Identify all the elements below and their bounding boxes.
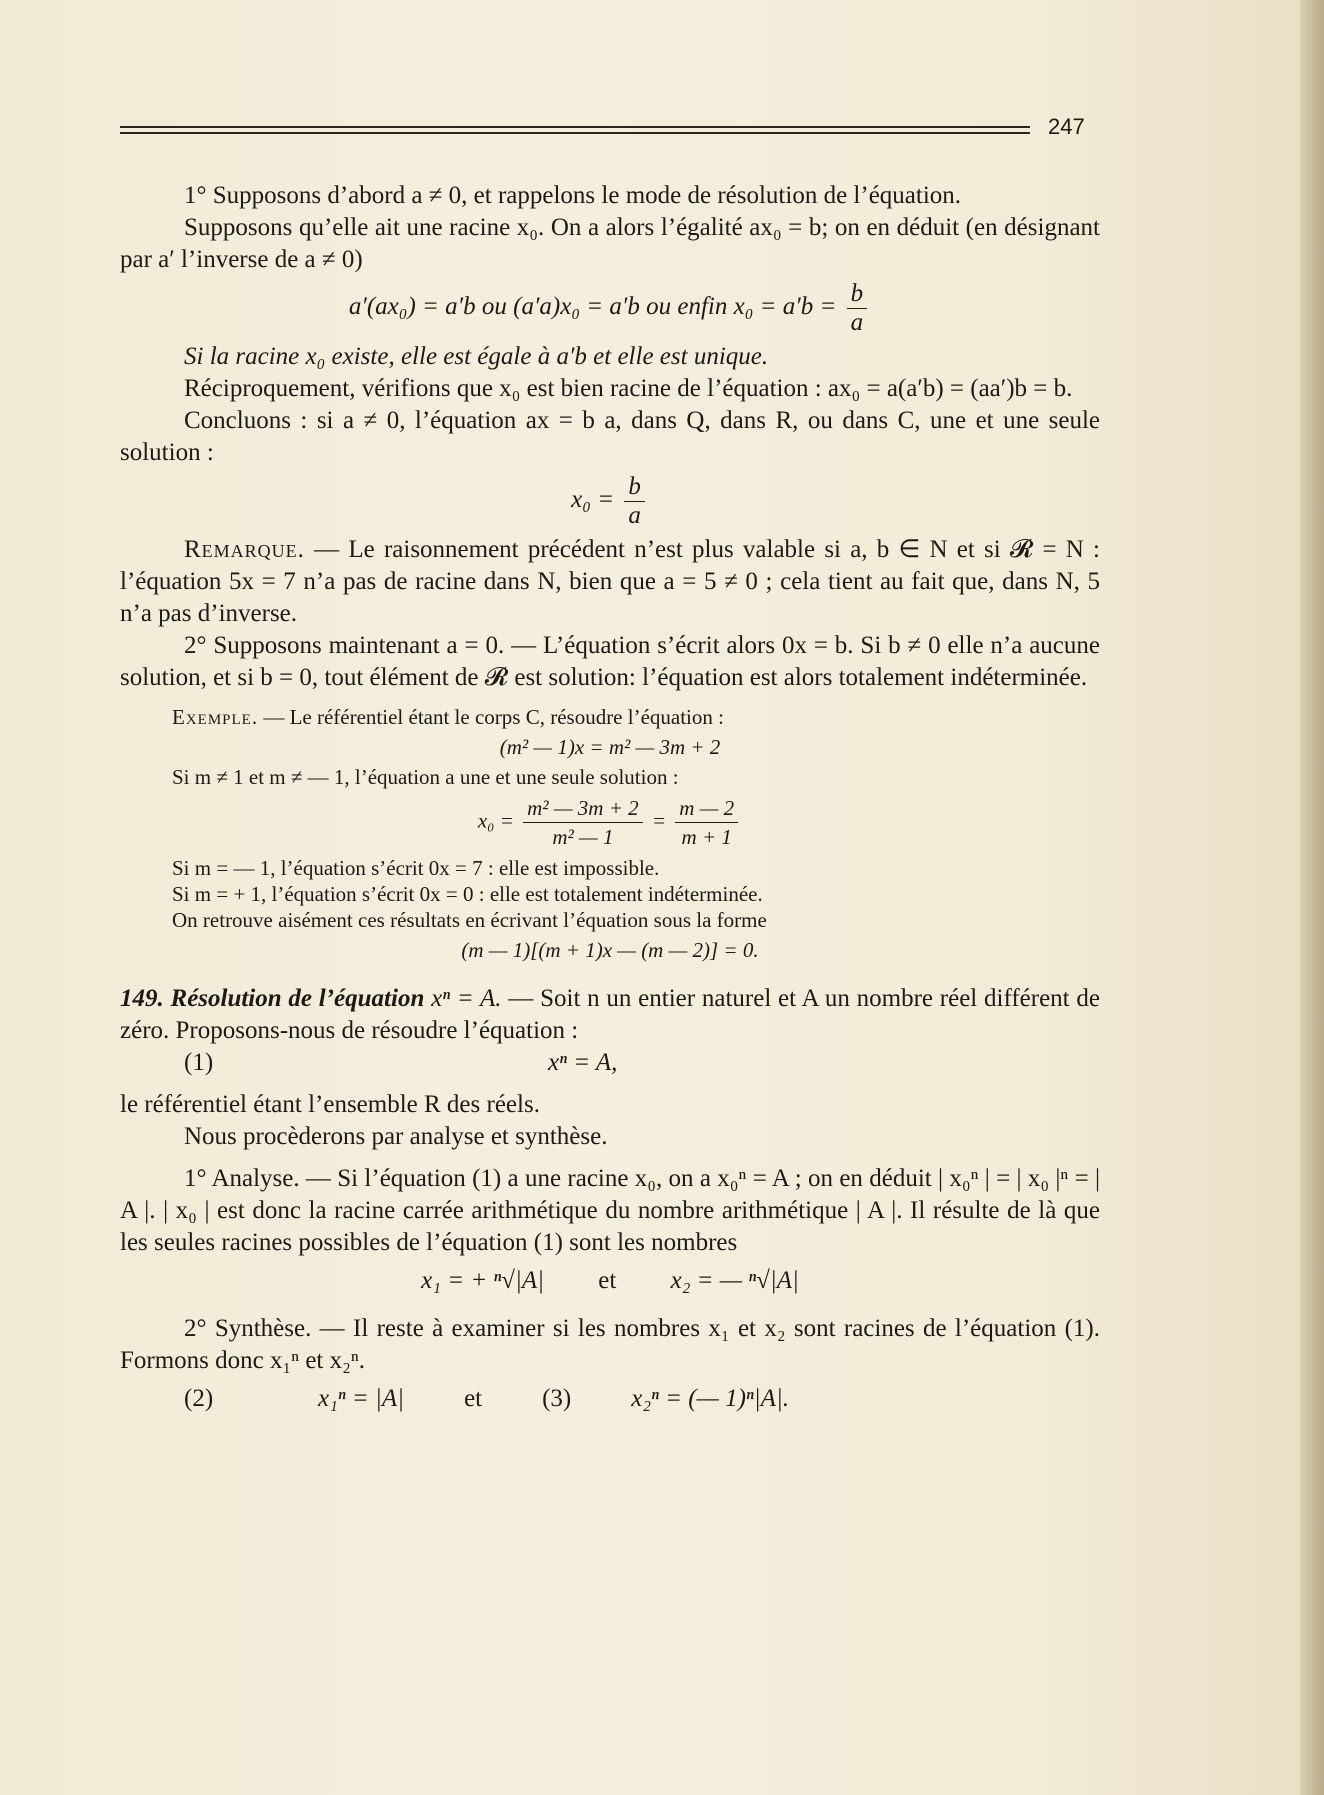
spacer bbox=[120, 1079, 1100, 1089]
spacer bbox=[120, 967, 1100, 983]
equation-1-row bbox=[120, 1047, 1100, 1079]
equation-solution bbox=[120, 473, 1100, 530]
root-x1: x₁ = + ⁿ√|A| bbox=[421, 1267, 545, 1294]
equation-et: et bbox=[464, 1385, 483, 1412]
equation-1-label: (1) bbox=[184, 1049, 214, 1076]
page-body bbox=[120, 180, 1100, 1415]
equation-inverse bbox=[120, 280, 1100, 337]
equation-2: x₁ⁿ = |A| bbox=[318, 1385, 405, 1412]
fraction-b-over-a-2 bbox=[624, 473, 645, 530]
exemple-case-1: Si m = — 1, l’équation s’écrit 0x = 7 : elle est impossible. bbox=[172, 856, 660, 880]
fraction-b-over-a bbox=[847, 280, 868, 337]
header-rule bbox=[120, 126, 1030, 134]
remarque-label: Remarque. bbox=[184, 536, 305, 563]
paragraph-suppose-root: Supposons qu’elle ait une racine x₀. On a alors l’égalité ax₀ = b; on en déduit (en désignant par a′ l’inverse de a ≠ 0) bbox=[120, 214, 1100, 273]
section-149-title: 149. Résolution de l’équation bbox=[120, 985, 425, 1012]
paragraph-reciprocal: Réciproquement, vérifions que x₀ est bien racine de l’équation : ax₀ = a(a′b) = (aa′)b = b. bbox=[184, 375, 1073, 402]
fraction-numerator: b bbox=[624, 473, 645, 502]
paragraph-synthese: 2° Synthèse. — Il reste à examiner si les nombres x₁ et x₂ sont racines de l’équation (1). Formons donc x₁ⁿ et x₂ⁿ. bbox=[120, 1315, 1100, 1374]
equation-solution-left: x₀ = bbox=[571, 486, 621, 514]
exemple-intro bbox=[120, 704, 1100, 730]
section-149-title-eq: xⁿ = A. bbox=[424, 985, 502, 1012]
paragraph-conclusion: Concluons : si a ≠ 0, l’équation ax = b a, dans Q, dans R, ou dans C, une et une seule solution : bbox=[120, 407, 1100, 466]
equation-3: x₂ⁿ = (— 1)ⁿ|A|. bbox=[631, 1385, 790, 1412]
fraction-denominator: a bbox=[850, 309, 864, 336]
exemple-equation: (m² — 1)x = m² — 3m + 2 bbox=[499, 735, 721, 759]
exemple-fraction-2 bbox=[675, 794, 738, 851]
fraction-denominator: m + 1 bbox=[681, 825, 732, 849]
section-149-text: — Soit n un entier naturel et A un nombre réel différent de zéro. Proposons-nous de résoudre l’équation : bbox=[120, 985, 1100, 1044]
paragraph-case1-intro: 1° Supposons d’abord a ≠ 0, et rappelons le mode de résolution de l’équation. bbox=[184, 182, 962, 209]
paragraph-procedure: Nous procèderons par analyse et synthèse. bbox=[184, 1123, 608, 1150]
equation-1: xⁿ = A, bbox=[548, 1049, 618, 1076]
exemple-label: Exemple. bbox=[172, 705, 259, 729]
page-number: 247 bbox=[1048, 114, 1085, 139]
roots-et: et bbox=[598, 1267, 617, 1294]
paragraph-referentiel: le référentiel étant l’ensemble R des réels. bbox=[120, 1091, 540, 1118]
equations-2-3-row bbox=[120, 1383, 1100, 1415]
exemple-final-equation: (m — 1)[(m + 1)x — (m — 2)] = 0. bbox=[461, 938, 759, 962]
spacer bbox=[120, 1303, 1100, 1313]
fraction-denominator: m² — 1 bbox=[552, 825, 614, 849]
exemple-equal-sign: = bbox=[651, 808, 672, 833]
exemple-block bbox=[120, 704, 1100, 963]
fraction-denominator: a bbox=[628, 502, 641, 529]
paragraph-analyse: 1° Analyse. — Si l’équation (1) a une racine x₀, on a x₀ⁿ = A ; on en déduit | x₀ⁿ | = | x₀ |ⁿ = | A |. | x₀ | est donc la racine carrée arithmétique du nombre arithmétique | A |. Il résulte de là que les seules racines possibles de l’équation (1) sont les nombres bbox=[120, 1165, 1100, 1256]
exemple-case-2: Si m = + 1, l’équation s’écrit 0x = 0 : elle est totalement indéterminée. bbox=[172, 882, 763, 906]
paragraph-remarque bbox=[120, 534, 1100, 630]
spacer bbox=[120, 694, 1100, 704]
paragraph-case2: 2° Supposons maintenant a = 0. — L’équation s’écrit alors 0x = b. Si b ≠ 0 elle n’a aucune solution, et si b = 0, tout élément de 𝓡 est solution: l’équation est alors totalement indéterminée. bbox=[120, 632, 1100, 691]
exemple-condition: Si m ≠ 1 et m ≠ — 1, l’équation a une et une seule solution : bbox=[172, 765, 679, 789]
exemple-solution bbox=[120, 794, 1100, 851]
equation-3-label: (3) bbox=[542, 1385, 572, 1412]
exemple-intro-text: — Le référentiel étant le corps C, résoudre l’équation : bbox=[258, 705, 724, 729]
fraction-numerator: m² — 3m + 2 bbox=[523, 794, 642, 823]
equation-inverse-left: a′(ax₀) = a′b ou (a′a)x₀ = a′b ou enfin x₀ = a′b = bbox=[348, 293, 843, 321]
root-x2: x₂ = — ⁿ√|A| bbox=[670, 1267, 799, 1294]
exemple-solution-left: x₀ = bbox=[477, 808, 520, 833]
exemple-fraction-1 bbox=[523, 794, 642, 851]
page-edge bbox=[1300, 0, 1324, 1795]
fraction-numerator: m — 2 bbox=[675, 794, 738, 823]
spacer bbox=[120, 1153, 1100, 1163]
fraction-numerator: b bbox=[847, 280, 868, 309]
paragraph-uniqueness: Si la racine x₀ existe, elle est égale à a′b et elle est unique. bbox=[184, 343, 769, 370]
equation-2-label: (2) bbox=[184, 1385, 214, 1412]
roots-row bbox=[120, 1265, 1100, 1297]
remarque-text: — Le raisonnement précédent n’est plus valable si a, b ∈ N et si 𝓡 = N : l’équation 5x = 7 n’a pas de racine dans N, bien que a = 5 ≠ 0 ; cela tient au fait que, dans N, 5 n’a pas d’inverse. bbox=[120, 536, 1100, 627]
section-149-heading bbox=[120, 983, 1100, 1047]
exemple-retrouve: On retrouve aisément ces résultats en écrivant l’équation sous la forme bbox=[172, 908, 767, 932]
